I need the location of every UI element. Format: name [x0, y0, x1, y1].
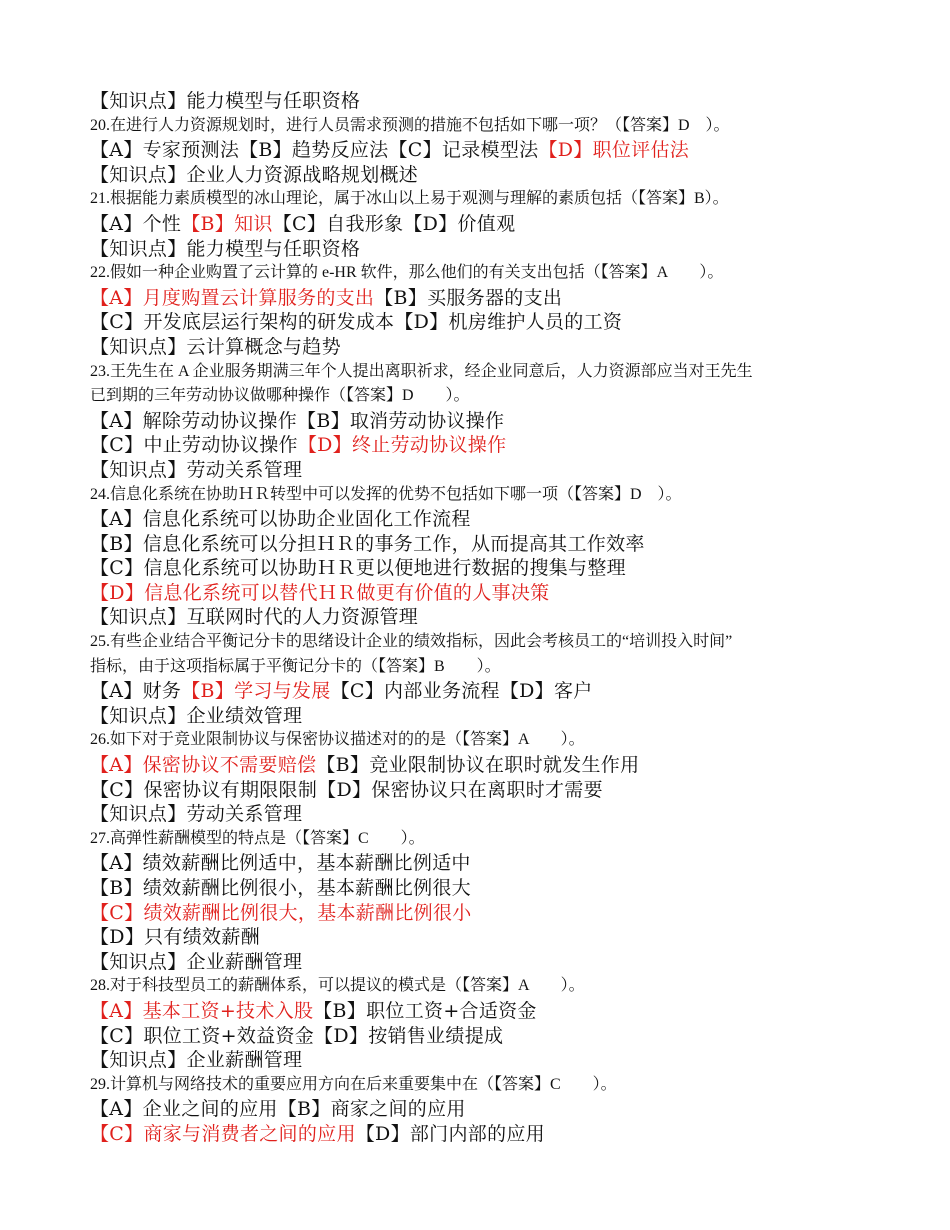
text-segment: 【D】只有绩效薪酬 [90, 926, 260, 949]
option-line [90, 1122, 870, 1147]
option-line [90, 753, 870, 778]
text-segment: 【A】企业之间的应用【B】商家之间的应用 [90, 1098, 466, 1121]
text-segment: 【知识点】企业绩效管理 [90, 704, 303, 727]
text-segment: 【知识点】能力模型与任职资格 [90, 237, 361, 260]
question-line [90, 187, 870, 212]
correct-answer-text: 【D】终止劳动协议操作 [297, 434, 507, 457]
text-segment: 【A】财务 [90, 680, 182, 703]
text-segment: 【A】专家预测法【B】趋势反应法【C】记录模型法 [90, 139, 539, 162]
text-segment: 28.对于科技型员工的薪酬体系，可以提议的模式是（【答案】A ）。 [90, 977, 585, 995]
text-segment: 【C】职位工资+效益资金【D】按销售业绩提成 [90, 1024, 504, 1047]
correct-answer-text: 【D】信息化系统可以替代ＨＲ做更有价值的人事决策 [90, 581, 550, 604]
question-line [90, 974, 870, 999]
option-line [90, 237, 870, 262]
text-segment: 22.假如一种企业购置了云计算的 e-HR 软件，那么他们的有关支出包括（【答案】A ）。 [90, 264, 724, 282]
option-line [90, 163, 870, 188]
text-segment: 【D】部门内部的应用 [355, 1122, 545, 1145]
text-segment: 25.有些企业结合平衡记分卡的思绪设计企业的绩效指标，因此会考核员工的“培训投入时间” [90, 633, 733, 651]
question-line [90, 114, 870, 139]
text-segment: 【知识点】企业人力资源战略规划概述 [90, 163, 419, 186]
correct-answer-text: 【A】月度购置云计算服务的支出 [90, 286, 375, 309]
text-segment: 【C】保密协议有期限限制【D】保密协议只在离职时才需要 [90, 778, 603, 801]
correct-answer-text: 【B】知识 [181, 212, 273, 235]
question-line [90, 728, 870, 753]
option-line [90, 876, 870, 901]
text-segment: 【A】解除劳动协议操作【B】取消劳动协议操作 [90, 409, 505, 432]
option-line [90, 778, 870, 803]
text-segment: 【知识点】企业薪酬管理 [90, 950, 303, 973]
text-segment: 【C】信息化系统可以协助ＨＲ更以便地进行数据的搜集与整理 [90, 557, 626, 580]
question-line [90, 630, 870, 655]
option-line [90, 679, 870, 704]
option-line [90, 458, 870, 483]
option-line [90, 1048, 870, 1073]
option-line [90, 286, 870, 311]
text-segment: 已到期的三年劳动协议做哪种操作（【答案】D ）。 [90, 387, 470, 405]
option-line [90, 433, 870, 458]
text-segment: 【B】职位工资+合适资金 [313, 999, 537, 1022]
text-segment: 【A】个性 [90, 212, 182, 235]
text-segment: 【C】开发底层运行架构的研发成本【D】机房维护人员的工资 [90, 311, 623, 334]
correct-answer-text: 【B】学习与发展 [181, 680, 331, 703]
correct-answer-text: 【C】绩效薪酬比例很大，基本薪酬比例很小 [90, 901, 472, 924]
text-segment: 【知识点】劳动关系管理 [90, 458, 303, 481]
text-segment: 【C】中止劳动协议操作 [90, 434, 298, 457]
text-segment: 【C】自我形象【D】价值观 [272, 212, 516, 235]
option-line [90, 507, 870, 532]
text-segment: 【A】绩效薪酬比例适中，基本薪酬比例适中 [90, 852, 471, 875]
option-line [90, 950, 870, 975]
option-line [90, 605, 870, 630]
question-line [90, 360, 870, 385]
question-line [90, 483, 870, 508]
option-line [90, 704, 870, 729]
text-segment: 23.王先生在 A 企业服务期满三年个人提出离职祈求，经企业同意后，人力资源部应当对王先生 [90, 362, 753, 380]
option-line [90, 1024, 870, 1049]
text-segment: 【B】买服务器的支出 [374, 286, 563, 309]
text-segment: 【B】竞业限制协议在职时就发生作用 [316, 754, 640, 777]
text-segment: 【A】信息化系统可以协助企业固化工作流程 [90, 508, 471, 531]
text-segment: 【B】绩效薪酬比例很小，基本薪酬比例很大 [90, 877, 471, 899]
option-line [90, 532, 870, 557]
text-segment: 【知识点】能力模型与任职资格 [90, 90, 361, 112]
text-segment: 【知识点】企业薪酬管理 [90, 1049, 303, 1072]
option-line [90, 999, 870, 1024]
text-segment: 24.信息化系统在协助ＨＲ转型中可以发挥的优势不包括如下哪一项（【答案】D ）。 [90, 485, 682, 503]
option-line [90, 581, 870, 606]
question-line [90, 655, 870, 680]
correct-answer-text: 【A】保密协议不需要赔偿 [90, 754, 317, 777]
option-line [90, 901, 870, 926]
option-line [90, 1097, 870, 1122]
text-segment: 【知识点】云计算概念与趋势 [90, 335, 341, 358]
question-line [90, 384, 870, 409]
correct-answer-text: 【D】职位评估法 [538, 139, 690, 162]
question-line [90, 827, 870, 852]
option-line [90, 212, 870, 237]
correct-answer-text: 【C】商家与消费者之间的应用 [90, 1122, 356, 1145]
text-segment: 【知识点】劳动关系管理 [90, 803, 303, 826]
option-line [90, 851, 870, 876]
option-line [90, 556, 870, 581]
question-line [90, 261, 870, 286]
option-line [90, 925, 870, 950]
text-segment: 21.根据能力素质模型的冰山理论，属于冰山以上易于观测与理解的素质包括（【答案】B）。 [90, 190, 729, 208]
document-body [90, 89, 870, 1147]
text-segment: 27.高弹性薪酬模型的特点是（【答案】C ）。 [90, 829, 425, 847]
option-line [90, 409, 870, 434]
text-segment: 29.计算机与网络技术的重要应用方向在后来重要集中在（【答案】C ）。 [90, 1075, 617, 1093]
text-segment: 【B】信息化系统可以分担ＨＲ的事务工作，从而提高其工作效率 [90, 532, 645, 555]
text-segment: 20.在进行人力资源规划时，进行人员需求预测的措施不包括如下哪一项？（【答案】D ）。 [90, 116, 730, 134]
option-line [90, 89, 870, 114]
text-segment: 26.如下对于竞业限制协议与保密协议描述对的的是（【答案】A ）。 [90, 731, 585, 749]
text-segment: 【知识点】互联网时代的人力资源管理 [90, 606, 419, 629]
question-line [90, 1073, 870, 1098]
option-line [90, 802, 870, 827]
correct-answer-text: 【A】基本工资+技术入股 [90, 999, 314, 1022]
option-line [90, 335, 870, 360]
text-segment: 指标，由于这项指标属于平衡记分卡的（【答案】B ）。 [90, 657, 501, 675]
option-line [90, 138, 870, 163]
option-line [90, 310, 870, 335]
text-segment: 【C】内部业务流程【D】客户 [330, 680, 593, 703]
